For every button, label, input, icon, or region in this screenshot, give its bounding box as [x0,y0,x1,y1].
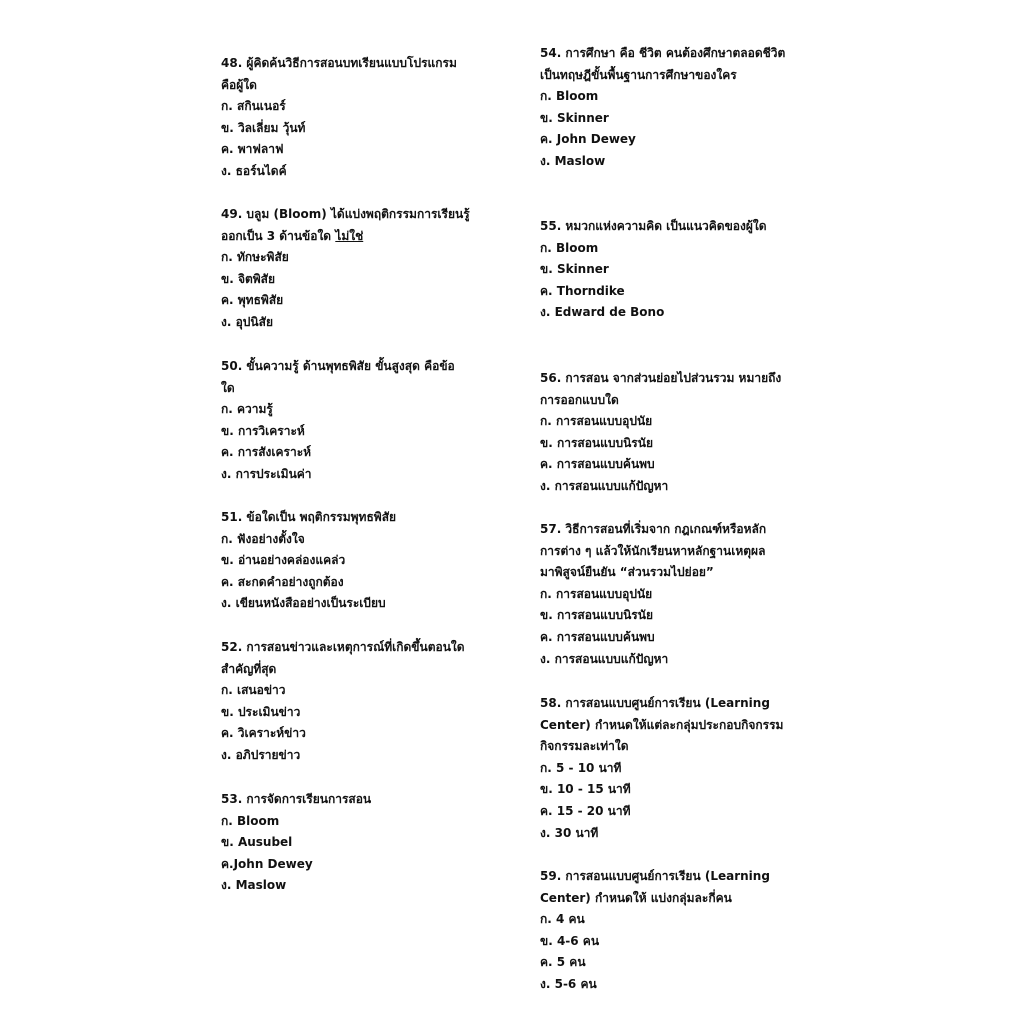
choice-c: ค. 15 - 20 นาที [540,803,631,818]
choice-b: ข. 10 - 15 นาที [540,782,631,797]
choice-b: ข. Ausubel [221,835,293,850]
choice-d: ง. อภิปรายข่าว [221,747,301,762]
choice-d: ง. การประเมินค่า [221,466,312,481]
choice-b: ข. การวิเคราะห์ [221,423,305,438]
question-58 [540,693,840,844]
question-text: 53. การจัดการเรียนการสอน [221,792,372,806]
choice-d: ง. Maslow [540,153,606,168]
choice-a: ก. ฟังอย่างตั้งใจ [221,531,305,546]
question-54 [540,43,840,173]
question-text: สำคัญที่สุด [221,661,277,676]
choice-c: ค. 5 คน [540,955,586,970]
choice-d: ง. Edward de Bono [540,305,665,320]
choice-a: ก. 4 คน [540,912,585,927]
question-text: 49. บลูม (Bloom) ได้แบ่งพฤติกรรมการเรียนรู้ [221,207,470,221]
question-text: ใด [221,380,235,395]
choice-d: ง. Maslow [221,878,287,893]
choice-a: ก. Bloom [540,240,599,255]
choice-c: ค. พุทธพิสัย [221,293,284,308]
negation-underlined: ไม่ใช่ [335,228,364,243]
choice-c: ค.John Dewey [221,856,313,871]
choice-d: ง. อุปนิสัย [221,314,273,329]
choice-b: ข. จิตพิสัย [221,271,276,286]
question-text: คือผู้ใด [221,77,257,92]
choice-a: ก. การสอนแบบอุปนัย [540,586,653,601]
question-text: 57. วิธีการสอนที่เริ่มจาก กฎเกณฑ์หรือหลัก [540,522,767,536]
choice-b: ข. 4-6 คน [540,933,600,948]
choice-a: ก. Bloom [221,813,280,828]
choice-d: ง. เขียนหนังสืออย่างเป็นระเบียบ [221,596,386,611]
question-text: Center) กำหนดให้ แบ่งกลุ่มละกี่คน [540,890,732,905]
question-55 [540,216,840,324]
choice-c: ค. วิเคราะห์ข่าว [221,726,306,741]
choice-c: ค. สะกดคำอย่างถูกต้อง [221,574,344,589]
question-50 [221,356,501,486]
choice-b: ข. ประเมินข่าว [221,704,301,719]
choice-c: ค. John Dewey [540,132,636,147]
choice-a: ก. ทักษะพิสัย [221,250,289,265]
choice-b: ข. การสอนแบบนิรนัย [540,608,653,623]
question-text: เป็นทฤษฎีขั้นพื้นฐานการศึกษาของใคร [540,67,737,82]
choice-a: ก. เสนอข่าว [221,683,286,698]
question-text: การออกแบบใด [540,392,619,407]
question-text: 55. หมวกแห่งความคิด เป็นแนวคิดของผู้ใด [540,219,767,233]
choice-b: ข. Skinner [540,110,609,125]
question-text: การต่าง ๆ แล้วให้นักเรียนหาหลักฐานเหตุผล [540,543,766,558]
question-text: 51. ข้อใดเป็น พฤติกรรมพุทธพิสัย [221,510,397,524]
choice-a: ก. การสอนแบบอุปนัย [540,414,653,429]
question-text: 56. การสอน จากส่วนย่อยไปส่วนรวม หมายถึง [540,371,782,385]
choice-a: ก. ความรู้ [221,402,273,417]
question-text: 59. การสอนแบบศูนย์การเรียน (Learning [540,869,770,883]
question-52 [221,637,501,767]
choice-c: ค. พาฟลาฟ [221,142,284,157]
question-51 [221,507,501,615]
choice-b: ข. อ่านอย่างคล่องแคล่ว [221,553,346,568]
choice-b: ข. Skinner [540,262,609,277]
choice-d: ง. การสอนแบบแก้ปัญหา [540,651,669,666]
question-53 [221,789,501,897]
choice-a: ก. 5 - 10 นาที [540,760,622,775]
question-59 [540,866,840,996]
question-text: กิจกรรมละเท่าใด [540,739,629,754]
question-56 [540,368,840,498]
question-text: 52. การสอนข่าวและเหตุการณ์ที่เกิดขึ้นตอนใด [221,640,465,654]
question-text-main: ออกเป็น 3 ด้านข้อใด [221,228,336,243]
question-text: 58. การสอนแบบศูนย์การเรียน (Learning [540,696,770,710]
question-text: 54. การศึกษา คือ ชีวิต คนต้องศึกษาตลอดชีวิต [540,46,786,60]
choice-c: ค. การสอนแบบค้นพบ [540,629,655,644]
choice-c: ค. การสังเคราะห์ [221,445,312,460]
question-text: Center) กำหนดให้แต่ละกลุ่มประกอบกิจกรรม [540,717,784,732]
question-49 [221,204,501,334]
choice-c: ค. การสอนแบบค้นพบ [540,457,655,472]
choice-a: ก. สกินเนอร์ [221,99,286,114]
question-text: มาพิสูจน์ยืนยัน “ส่วนรวมไปย่อย” [540,565,714,580]
choice-a: ก. Bloom [540,89,599,104]
choice-d: ง. 5-6 คน [540,976,597,991]
question-48 [221,53,501,183]
choice-b: ข. วิลเลี่ยม วุ้นท์ [221,120,306,135]
question-text [221,226,501,248]
question-text: 50. ขั้นความรู้ ด้านพุทธพิสัย ขั้นสูงสุด คือข้อ [221,359,455,373]
choice-c: ค. Thorndike [540,283,625,298]
choice-d: ง. ธอร์นไดค์ [221,163,287,178]
choice-d: ง. การสอนแบบแก้ปัญหา [540,478,669,493]
choice-d: ง. 30 นาที [540,825,599,840]
question-text: 48. ผู้คิดค้นวิธีการสอนบทเรียนแบบโปรแกรม [221,56,457,70]
question-57 [540,519,840,670]
choice-b: ข. การสอนแบบนิรนัย [540,435,653,450]
